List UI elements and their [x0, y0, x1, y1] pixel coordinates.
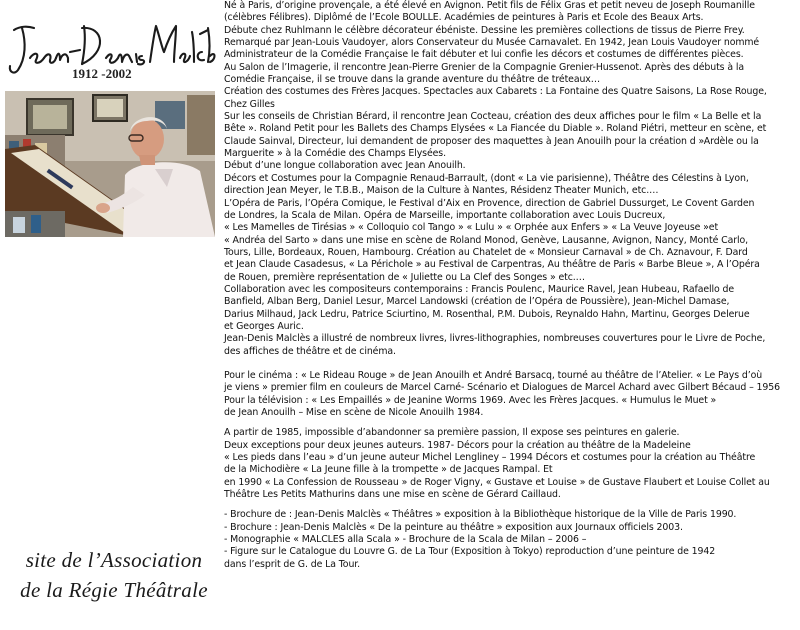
- biography: [224, 0, 798, 571]
- bio-later-paragraph: A partir de 1985, impossible d’abandonner sa première passion, Il expose ses peintures en galerie. Deux exceptions pour deux jeunes auteurs. 1987- Décors pour la création au théâtre de la Madeleine « Les pieds dans l’eau » d’un jeune auteur Michel Lengliney – 1994 Décors et costumes pour la création au Théâtre de la Michodière « La Jeune fille à la trompette » de Jacques Rampal. Et en 1990 « La Confession de Rousseau » de Roger Vigny, « Gustave et Louise » de Gustave Flaubert et Louise Collet au Théâtre Les Petits Mathurins dans une mise en scène de Gérard Caillaud.: [224, 427, 770, 501]
- association-line-1: site de l’Association: [25, 548, 203, 572]
- association-line-2: de la Régie Théâtrale: [20, 578, 208, 602]
- bio-career-paragraph: Né à Paris, d’origine provençale, a été élevé en Avignon. Petit fils de Félix Gras et petit neveu de Joseph Roumanille (célèbres Félibres). Diplômé de l’Ecole BOULLE. Académies de peintures à Paris et Ecole des Beaux Arts. Débute chez Ruhlmann le célèbre décorateur ébéniste. Dessine les premières collections de tissus de Pierre Frey. Remarqué par Jean-Louis Vaudoyer, alors Conservateur du Musée Carnavalet. En 1942, Jean Louis Vaudoyer nommé Administrateur de la Comédie Française le fait débuter et lui confie les décors et costumes de différentes pièces. Au Salon de l’Imagerie, il rencontre Jean-Pierre Grenier de la Compagnie Grenier-Hussenot. Après des débuts à la Comédie Française, il se trouve dans la grande aventure du théâtre de tréteaux… Création des costumes des Frères Jacques. Spectacles aux Cabarets : La Fontaine des Quatre Saisons, La Rose Rouge, Chez Gilles Sur les conseils de Christian Bérard, il rencontre Jean Cocteau, création des deux affiches pour le film « La Belle et la Bête ». Roland Petit pour les Ballets des Champs Elysées « La Fiancée du Diable ». Roland Piétri, metteur en scène, et Claude Sainval, Directeur, lui demandent de proposer des maquettes à Jean Anouilh pour la création d »Ardèle ou la Marguerite » à la Comédie des Champs Elysées. Début d’une longue collaboration avec Jean Anouilh. Décors et Costumes pour la Compagnie Renaud-Barrault, (dont « La vie parisienne), Théâtre des Célestins à Lyon, direction Jean Meyer, le T.B.B., Maison de la Culture à Nantes, Résidenz Theater Munich, etc.… L’Opéra de Paris, l’Opéra Comique, le Festival d’Aix en Provence, direction de Gabriel Dussurget, Le Covent Garden de Londres, la Scala de Milan. Opéra de Marseille, importante collaboration avec Louis Ducreux, « Les Mamelles de Tirésias » « Colloquio col Tango » « Lulu » « Orphée aux Enfers » « La Veuve Joyeuse »et « Andréa del Sarto » dans une mise en scène de Roland Monod, Genève, Lausanne, Avignon, Nancy, Monté Carlo, Tours, Lille, Bordeaux, Rouen, Hambourg. Création au Chatelet de « Monsieur Carnaval » de Ch. Aznavour, F. Dard et Jean Claude Casadesus, « La Périchole » au Festival de Carpentras, Au théâtre de Paris « Barbe Bleue », A l’Opéra de Rouen, première représentation de « Juliette ou La Clef des Songes » etc.… Collaboration avec les compositeurs contemporains : Francis Poulenc, Maurice Ravel, Jean Hubeau, Rafaello de Banfield, Alban Berg, Daniel Lesur, Marcel Landowski (création de l’Opéra de Poussière), Jean-Michel Damase, Darius Milhaud, Jack Ledru, Patrice Sciurtino, M. Rosenthal, P.M. Dubois, Reynaldo Hahn, Martinu, Georges Delerue et Georges Auric. Jean-Denis Malclès a illustré de nombreux livres, livres-lithographies, nombreuses couvertures pour le Livre de Poche, des affiches de théâtre et de cinéma.: [224, 0, 767, 357]
- life-years: 1912 -2002: [72, 66, 132, 81]
- bio-cinema-paragraph: Pour le cinéma : « Le Rideau Rouge » de Jean Anouilh et André Barsacq, tourné au théâtre de l’Atelier. « Le Pays d’où je viens » premier film en couleurs de Marcel Carné- Scénario et Dialogues de Marcel Achard avec Gilbert Bécaud – 1956 Pour la télévision : « Les Empaillés » de Jeanine Worms 1969. Avec les Frères Jacques. « Humulus le Muet » de Jean Anouilh – Mise en scène de Nicole Anouilh 1984.: [224, 369, 781, 418]
- artist-photo: [5, 91, 215, 237]
- bio-publications-list: - Brochure de : Jean-Denis Malclès « Théâtres » exposition à la Bibliothèque historique de la Ville de Paris 1990. - Brochure : Jean-Denis Malclès « De la peinture au théâtre » exposition aux Journaux officiels 2003. - Monographie « MALCLES alla Scala » - Brochure de la Scala de Milan – 2006 – - Figure sur le Catalogue du Louvre G. de La Tour (Exposition à Tokyo) reproduction d’une peinture de 1942 dans l’esprit de G. de La Tour.: [224, 509, 737, 570]
- association-site-link[interactable]: [14, 545, 214, 605]
